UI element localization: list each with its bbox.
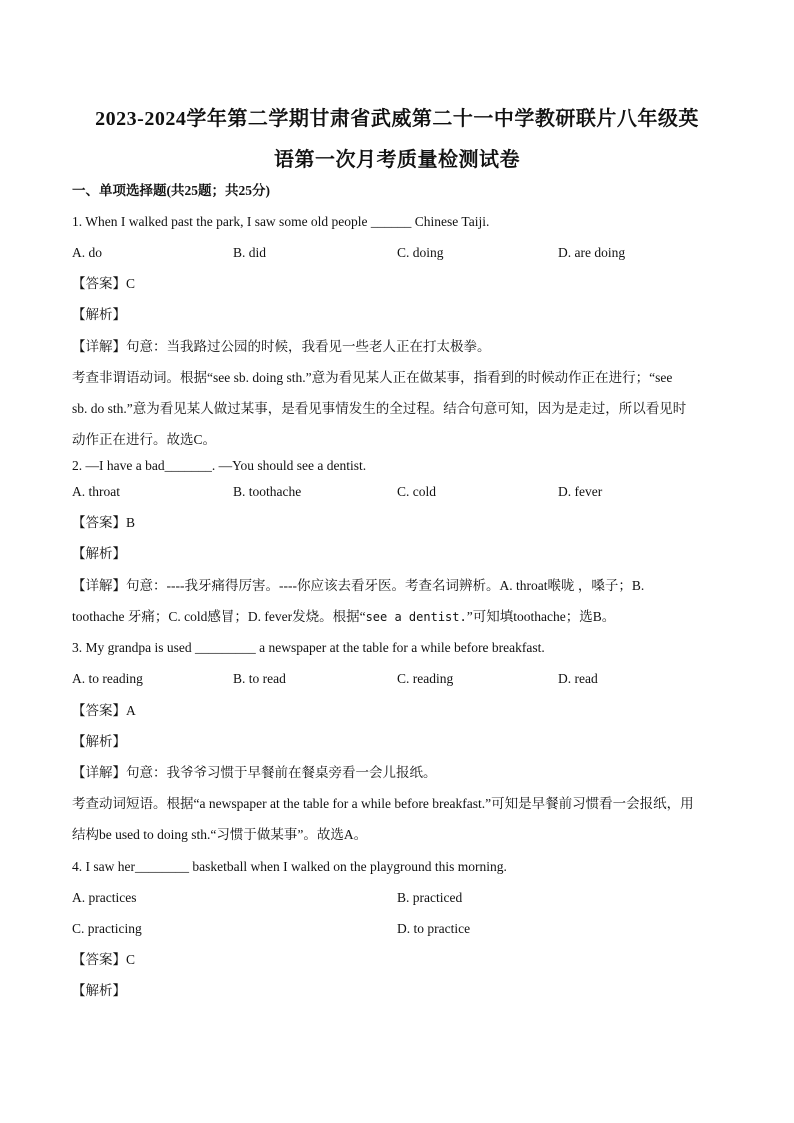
q1-option-a: A. do (72, 245, 102, 260)
q4-analysis-label: 【解析】 (72, 983, 126, 998)
q1-option-b: B. did (233, 245, 267, 260)
q2-option-a: A. throat (72, 484, 120, 499)
q2-detail-text-a: toothache 牙痛；C. cold感冒；D. fever发烧。根据“ (72, 609, 366, 624)
q3-analysis-label: 【解析】 (72, 734, 126, 749)
q1-explain-line-3: 动作正在进行。故选C。 (72, 432, 217, 447)
q2-detail-line-1: 【详解】句意：----我牙痛得厉害。----你应该去看牙医。考查名词辨析。A. throat喉咙 ，嗓子；B. (72, 578, 645, 593)
q2-option-d: D. fever (558, 484, 603, 499)
q1-explain-line-1: 考查非谓语动词。根据“see sb. doing sth.”意为看见某人正在做某事，指看到的时候动作正在进行；“see (72, 370, 673, 385)
q1-option-d: D. are doing (558, 245, 626, 260)
q4-option-b: B. practiced (397, 890, 463, 905)
q1-explain-line-2: sb. do sth.”意为看见某人做过某事，是看见事情发生的全过程。结合句意可知，因为是走过，所以看见时 (72, 401, 687, 416)
q1-option-c: C. doing (397, 245, 444, 260)
q3-answer: 【答案】A (72, 703, 136, 718)
q3-option-c: C. reading (397, 671, 454, 686)
q4-option-d: D. to practice (397, 921, 471, 936)
q2-detail-text-b: ”可知填toothache；选B。 (466, 609, 616, 624)
exam-title-line-1: 2023-2024学年第二学期甘肃省武威第二十一中学教研联片八年级英 (95, 108, 699, 130)
q1-analysis-label: 【解析】 (72, 307, 126, 322)
question-4-stem: 4. I saw her________ basketball when I walked on the playground this morning. (72, 859, 507, 874)
q2-detail-code: see a dentist. (365, 610, 467, 624)
q3-option-a: A. to reading (72, 671, 143, 686)
q1-detail: 【详解】句意：当我路过公园的时候，我看见一些老人正在打太极拳。 (72, 339, 491, 354)
exam-title-line-2: 语第一次月考质量检测试卷 (274, 149, 520, 171)
q3-explain-line-1: 考查动词短语。根据“a newspaper at the table for a while before breakfast.”可知是早餐前习惯看一会报纸，用 (72, 796, 694, 811)
q4-option-c: C. practicing (72, 921, 142, 936)
section-heading: 一、单项选择题(共25题；共25分) (72, 183, 270, 198)
question-1-stem: 1. When I walked past the park, I saw some old people ______ Chinese Taiji. (72, 214, 490, 229)
q2-answer: 【答案】B (72, 515, 136, 530)
q2-analysis-label: 【解析】 (72, 546, 126, 561)
q4-option-a: A. practices (72, 890, 137, 905)
question-2-stem: 2. —I have a bad_______. —You should see a dentist. (72, 458, 367, 473)
q1-answer: 【答案】C (72, 276, 136, 291)
question-3-stem: 3. My grandpa is used _________ a newspaper at the table for a while before breakfast. (72, 640, 545, 655)
q2-option-c: C. cold (397, 484, 436, 499)
q2-detail-line-2 (72, 607, 615, 627)
q3-explain-line-2: 结构be used to doing sth.“习惯于做某事”。故选A。 (72, 827, 368, 842)
q3-detail: 【详解】句意：我爷爷习惯于早餐前在餐桌旁看一会儿报纸。 (72, 765, 437, 780)
q3-option-d: D. read (558, 671, 598, 686)
q4-answer: 【答案】C (72, 952, 136, 967)
q2-option-b: B. toothache (233, 484, 302, 499)
q3-option-b: B. to read (233, 671, 286, 686)
